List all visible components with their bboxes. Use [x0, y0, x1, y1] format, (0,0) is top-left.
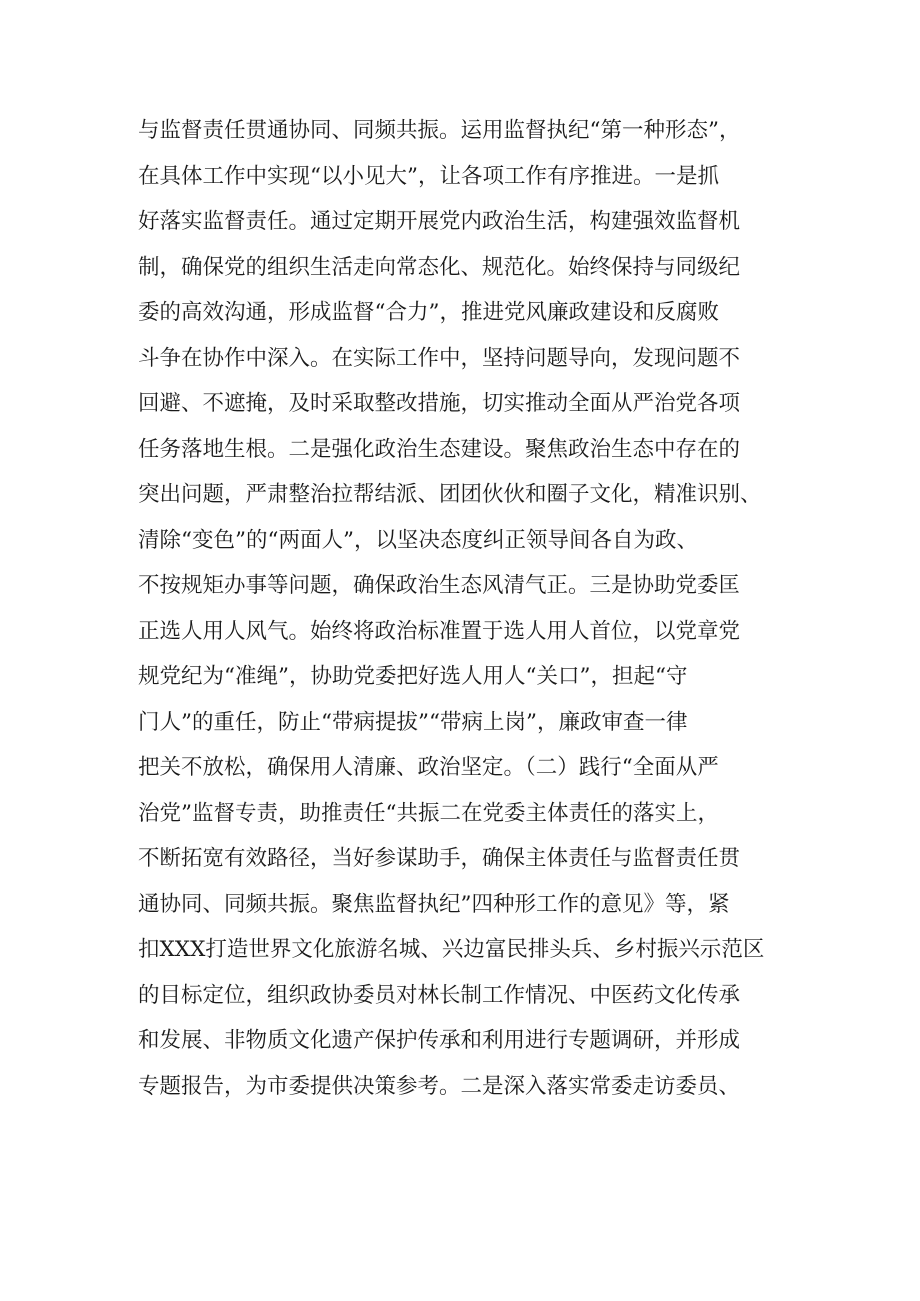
body-paragraph	[138, 108, 798, 1109]
text-line-5: 委的高效沟通，形成监督“合力”，推进党风廉政建设和反腐败	[138, 300, 719, 325]
text-line-22: 专题报告，为市委提供决策参考。二是深入落实常委走访委员、	[138, 1073, 741, 1099]
text-line-11: 不按规矩办事等问题，确保政治生态风清气正。三是协助党委匡	[138, 573, 741, 598]
text-line-12: 正选人用人风气。始终将政治标准置于选人用人首位，以党章党	[138, 618, 741, 644]
text-line-3: 好落实监督责任。通过定期开展党内政治生活，构建强效监督机	[138, 209, 741, 234]
text-line-15: 把关不放松，确保用人清廉、政治坚定。（二）践行“全面从严	[138, 755, 719, 780]
text-line-19: 扣XXX打造世界文化旅游名城、兴边富民排头兵、乡村振兴示范区	[138, 937, 765, 962]
text-line-17: 不断拓宽有效路径，当好参谋助手，确保主体责任与监督责任贯	[138, 846, 741, 871]
text-line-21: 和发展、非物质文化遗产保护传承和利用进行专题调研，并形成	[138, 1028, 741, 1053]
text-line-7: 回避、不遮掩，及时采取整改措施，切实推动全面从严治党各项	[138, 391, 741, 416]
text-line-4: 制，确保党的组织生活走向常态化、规范化。始终保持与同级纪	[138, 254, 741, 280]
text-line-18: 通协同、同频共振。聚焦监督执纪”四种形工作的意见》等，紧	[138, 891, 730, 917]
text-line-20: 的目标定位，组织政协委员对林长制工作情况、中医药文化传承	[138, 982, 741, 1008]
text-line-14: 门人”的重任，防止“带病提拔”“带病上岗”，廉政审查一律	[138, 709, 688, 735]
text-line-9: 突出问题，严肃整治拉帮结派、团团伙伙和圈子文化，精准识别、	[138, 482, 762, 507]
text-line-13: 规党纪为“准绳”，协助党委把好选人用人“关口”，担起“守	[138, 664, 688, 689]
text-line-10: 清除“变色”的“两面人”，以坚决态度纠正领导间各自为政、	[138, 527, 698, 553]
text-line-8: 任务落地生根。二是强化政治生态建设。聚焦政治生态中存在的	[138, 436, 741, 462]
text-line-1: 与监督责任贯通协同、同频共振。运用监督执纪“第一种形态”，	[138, 118, 741, 143]
text-line-2: 在具体工作中实现“以小见大”，让各项工作有序推进。一是抓	[138, 163, 719, 189]
text-line-16: 治党”监督专责，助推责任“共振二在党委主体责任的落实上，	[138, 800, 719, 826]
text-line-6: 斗争在协作中深入。在实际工作中，坚持问题导向，发现问题不	[138, 345, 741, 371]
